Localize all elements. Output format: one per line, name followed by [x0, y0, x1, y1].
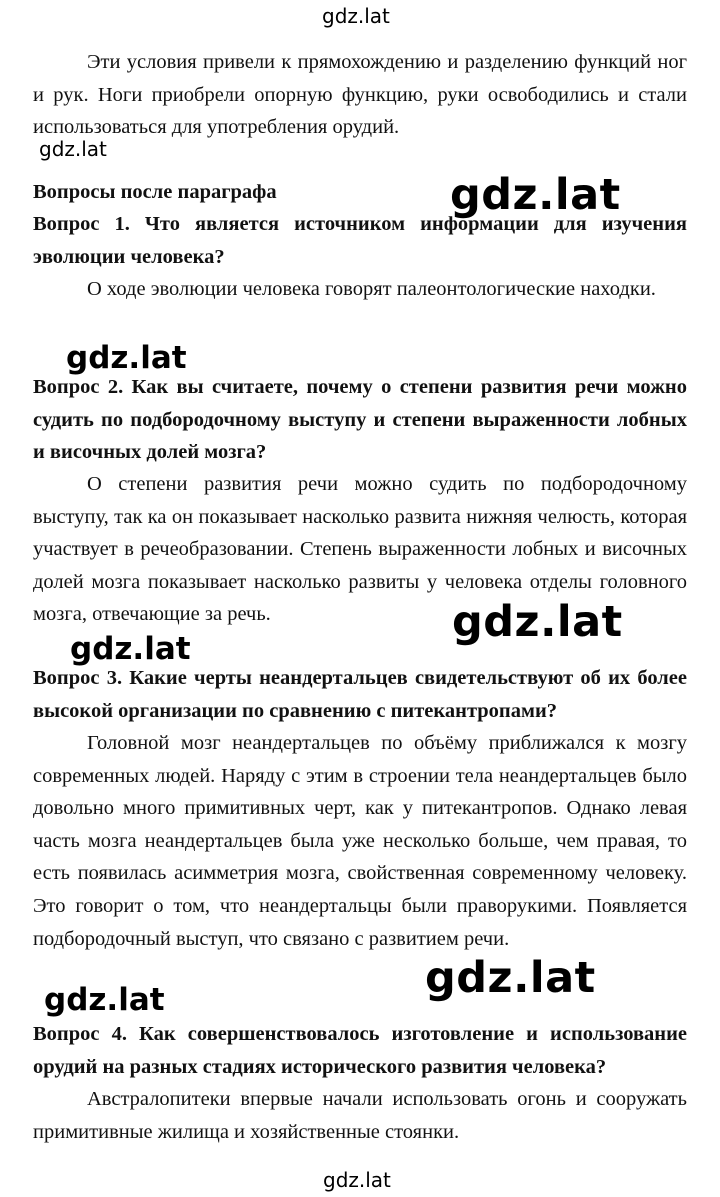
answer-3: Головной мозг неандертальцев по объёму приближался к мозгу современных людей. Наряду с этим в строении тела неандертальцев было довольно много примитивных черт, как у питекантропов. Однако левая часть мозга неандертальцев была уже несколько больше, чем правая, то есть появилась асимметрия мозга, свойственная современному человеку. Это говорит о том, что неандертальцы были праворукими. Появляется подбородочный выступ, что связано с развитием речи.: [33, 732, 687, 950]
answer-2: О степени развития речи можно судить по подбородочному выступу, так ка он показывает насколько развита нижняя челюсть, которая участвует в речеобразовании. Степень выраженности лобных и височных долей мозга показывает насколько развиты у человека отделы головного мозга, отвечающие за речь.: [33, 473, 687, 626]
watermark-med-1: gdz.lat: [66, 340, 187, 376]
answer-1: О ходе эволюции человека говорят палеонтологические находки.: [87, 278, 656, 300]
watermark-big-1: gdz.lat: [450, 170, 621, 220]
watermark-big-3: gdz.lat: [422, 957, 599, 1000]
watermark-big-2: gdz.lat: [449, 601, 626, 644]
question-2: Вопрос 2. Как вы считаете, почему о степени развития речи можно судить по подбородочному выступу и степени выраженности лобных и височных долей мозга?: [33, 376, 687, 464]
answer-4: Австралопитеки впервые начали использовать огонь и сооружать примитивные жилища и хозяйственные стоянки.: [33, 1088, 687, 1143]
section-heading: Вопросы после параграфа: [33, 181, 277, 203]
question-3: Вопрос 3. Какие черты неандертальцев свидетельствуют об их более высокой организации по сравнению с питекантропами?: [33, 667, 687, 722]
watermark-small-left: gdz.lat: [39, 137, 107, 161]
watermark-med-2: gdz.lat: [70, 631, 191, 667]
watermark-top: gdz.lat: [322, 4, 390, 28]
question-1: Вопрос 1. Что является источником информации для изучения эволюции человека?: [33, 213, 687, 268]
watermark-med-3: gdz.lat: [44, 982, 165, 1018]
watermark-bottom: gdz.lat: [323, 1168, 391, 1192]
intro-paragraph: Эти условия привели к прямохождению и разделению функций ног и рук. Ноги приобрели опорную функцию, руки освободились и стали использоваться для употребления орудий.: [33, 51, 687, 139]
question-4: Вопрос 4. Как совершенствовалось изготовление и использование орудий на разных стадиях исторического развития человека?: [33, 1023, 687, 1078]
